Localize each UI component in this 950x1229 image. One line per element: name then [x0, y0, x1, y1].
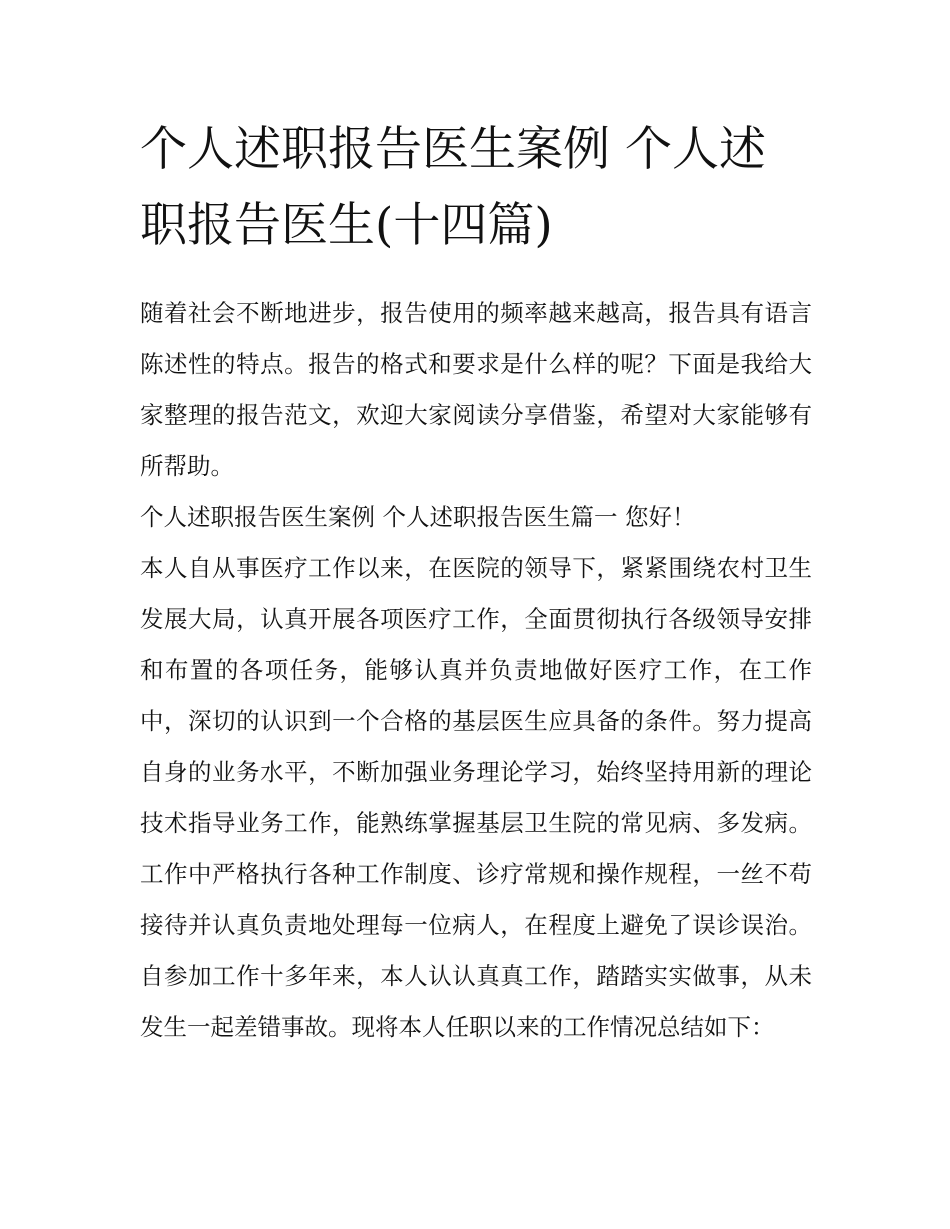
intro-paragraph: 随着社会不断地进步，报告使用的频率越来越高，报告具有语言陈述性的特点。报告的格式和要求是什么样的呢？下面是我给大家整理的报告范文，欢迎大家阅读分享借鉴，希望对大家能够有所帮助。 — [140, 299, 812, 480]
document-body — [140, 112, 812, 1053]
body-paragraph: 本人自从事医疗工作以来，在医院的领导下，紧紧围绕农村卫生发展大局，认真开展各项医疗工作，全面贯彻执行各级领导安排和布置的各项任务，能够认真并负责地做好医疗工作，在工作中，深切的认识到一个合格的基层医生应具备的条件。努力提高自身的业务水平，不断加强业务理论学习，始终坚持用新的理论技术指导业务工作，能熟练掌握基层卫生院的常见病、多发病。工作中严格执行各种工作制度、诊疗常规和操作规程，一丝不苟接待并认真负责地处理每一位病人，在程度上避免了误诊误治。自参加工作十多年来，本人认认真真工作，踏踏实实做事，从未发生一起差错事故。现将本人任职以来的工作情况总结如下： — [140, 554, 812, 1041]
section-heading-paragraph: 个人述职报告医生案例 个人述职报告医生篇一 您好！ — [140, 503, 696, 531]
document-title: 个人述职报告医生案例 个人述职报告医生(十四篇) — [140, 122, 766, 253]
